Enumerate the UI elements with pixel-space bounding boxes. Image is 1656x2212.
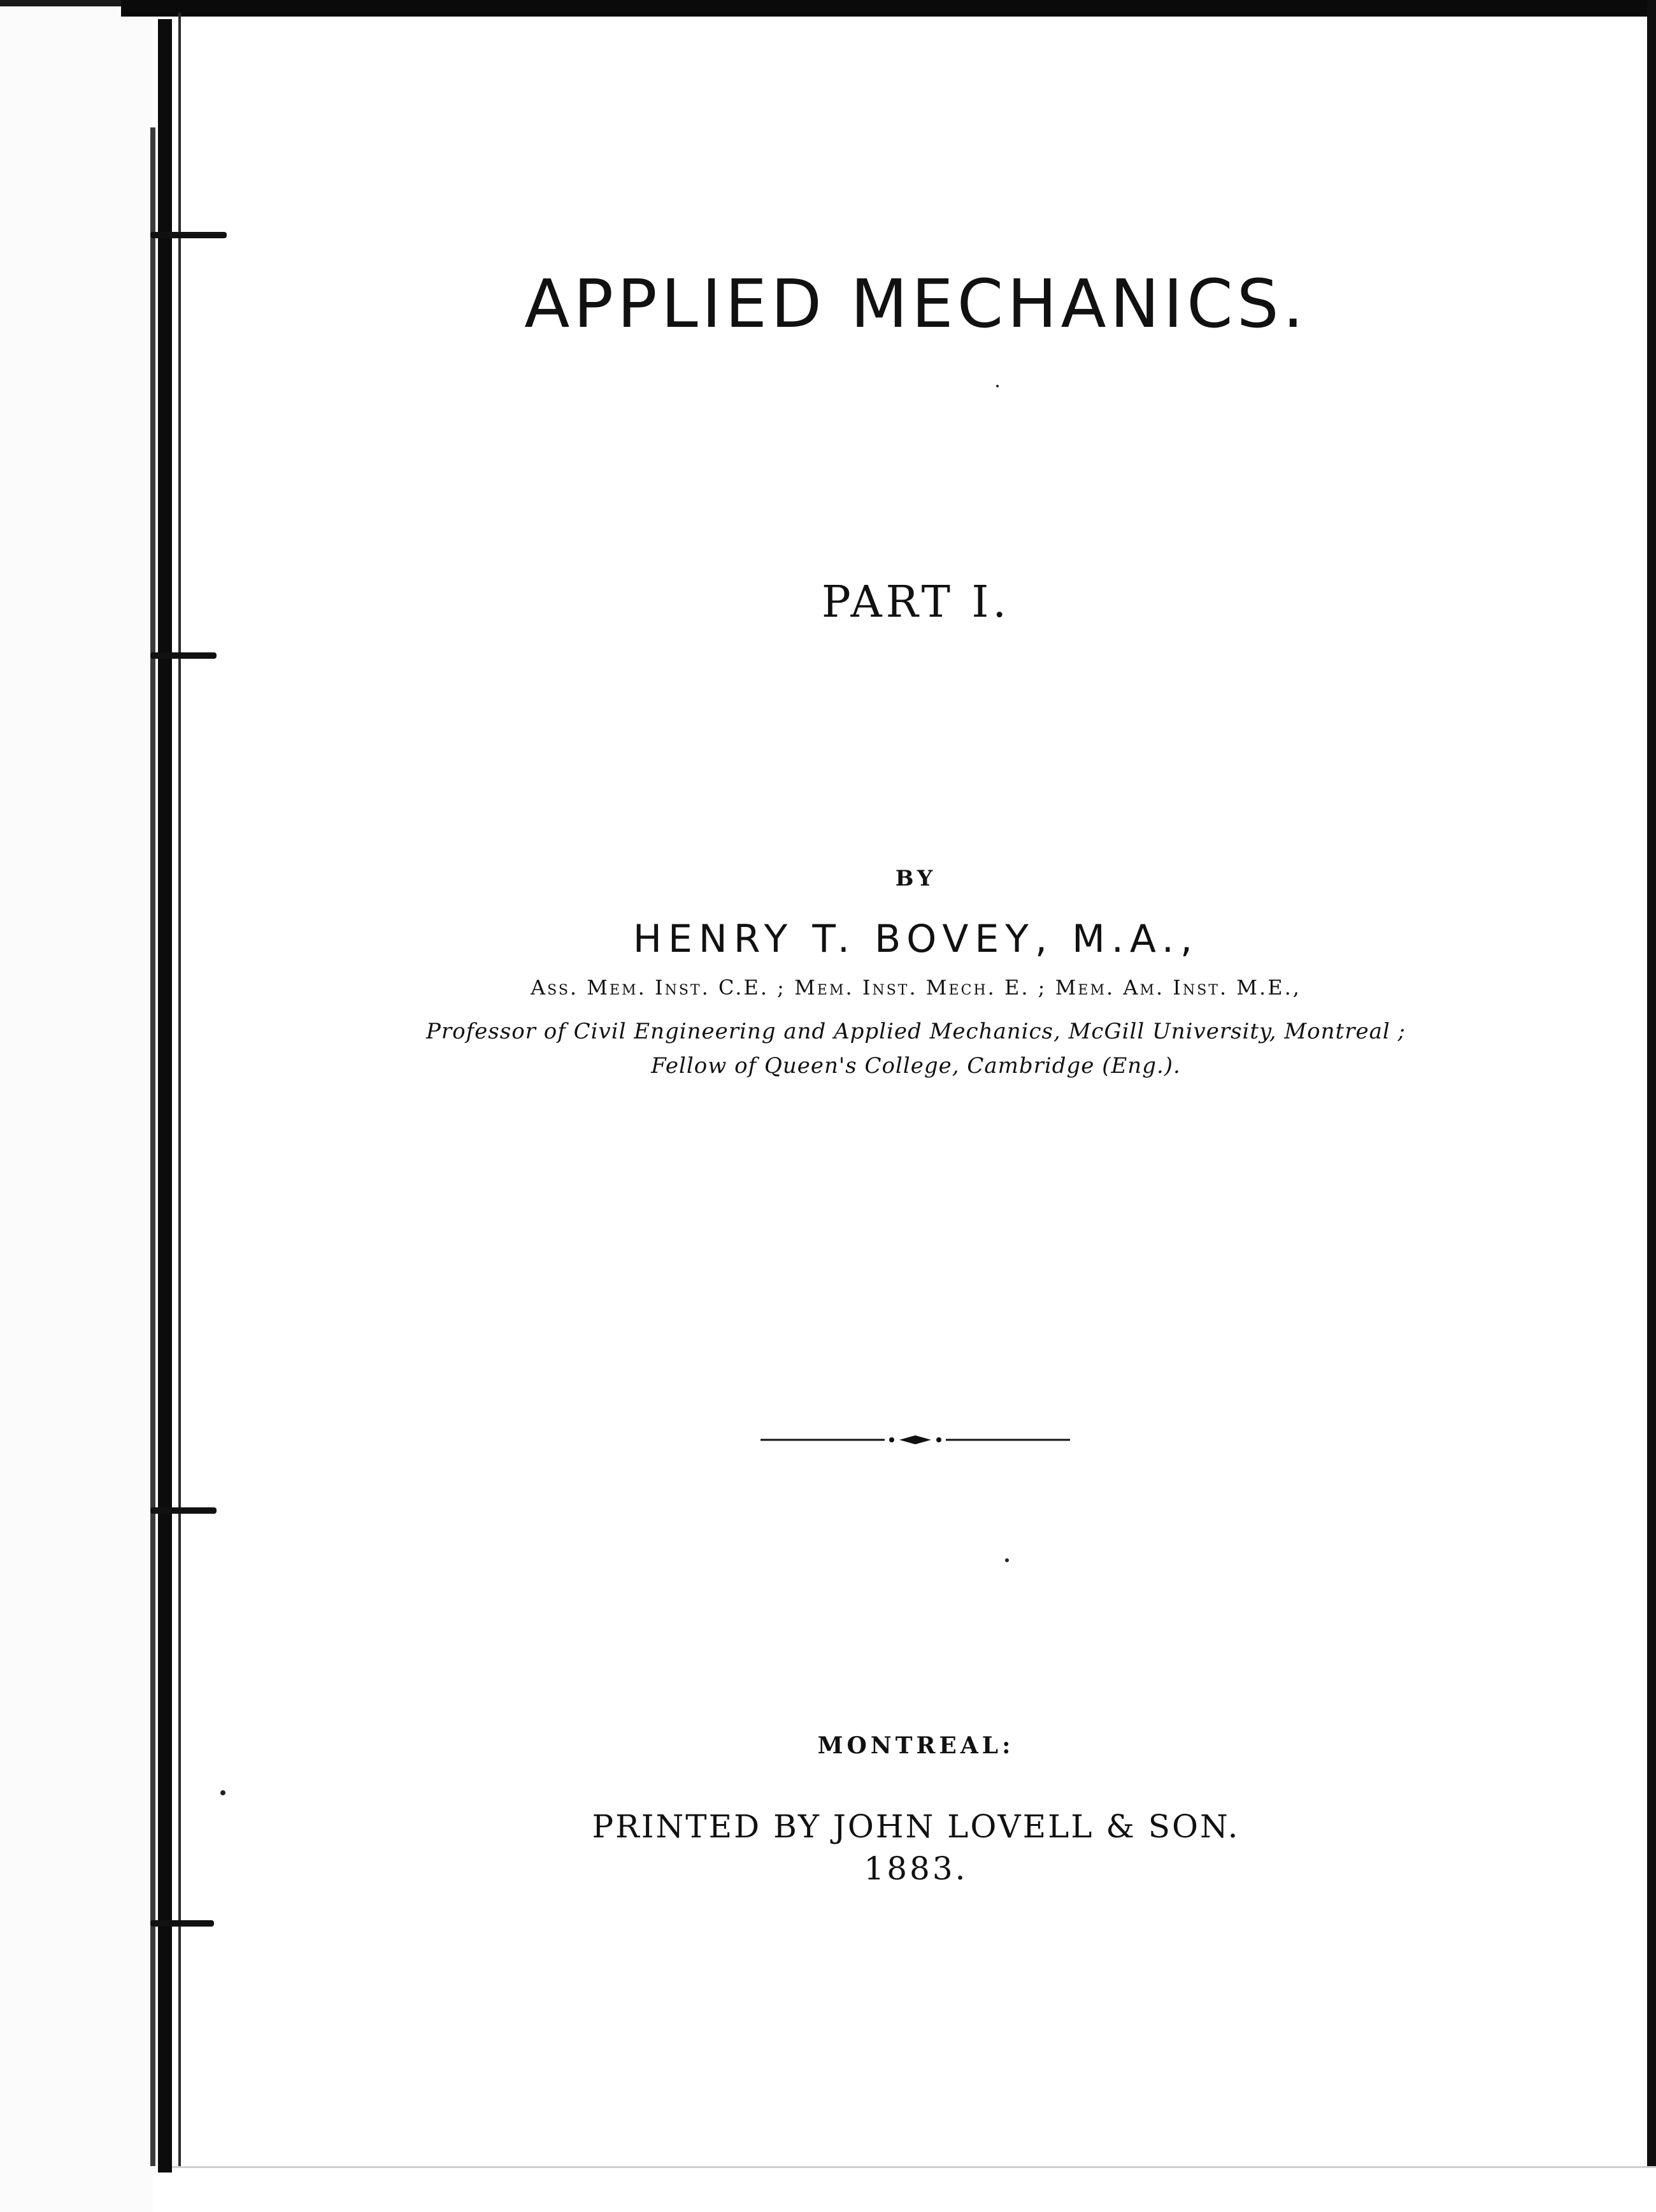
- author-memberships: Ass. Mem. Inst. C.E. ; Mem. Inst. Mech. E. ; Mem. Am. Inst. M.E.,: [531, 975, 1301, 1000]
- title-page-content: [185, 0, 1647, 2166]
- binding-shadow: [150, 127, 155, 2166]
- right-page-edge: [1647, 0, 1656, 2212]
- author-affiliation-professor: Professor of Civil Engineering and Applied Mechanics, McGill University, Montreal ;: [426, 1019, 1406, 1044]
- page-edge-line: [178, 13, 181, 2172]
- by-line: BY: [895, 866, 937, 891]
- imprint-printer: PRINTED BY JOHN LOVELL & SON.: [592, 1808, 1240, 1845]
- book-title: APPLIED MECHANICS.: [524, 265, 1308, 343]
- author-affiliation-fellow: Fellow of Queen's College, Cambridge (Eng.).: [651, 1053, 1181, 1079]
- bottom-page-edge: [172, 2166, 1656, 2212]
- top-edge-left: [0, 0, 127, 6]
- print-speck: [1005, 1558, 1009, 1562]
- imprint-place: MONTREAL:: [817, 1732, 1015, 1759]
- decorative-rule-ornament: [760, 1432, 1070, 1447]
- author-name: HENRY T. BOVEY, M.A.,: [632, 917, 1199, 961]
- print-speck: [996, 385, 999, 387]
- print-speck: [220, 1790, 225, 1795]
- book-binding: [158, 19, 172, 2172]
- imprint-year: 1883.: [864, 1850, 968, 1887]
- part-number: PART I.: [821, 577, 1011, 628]
- left-margin: [0, 0, 153, 2212]
